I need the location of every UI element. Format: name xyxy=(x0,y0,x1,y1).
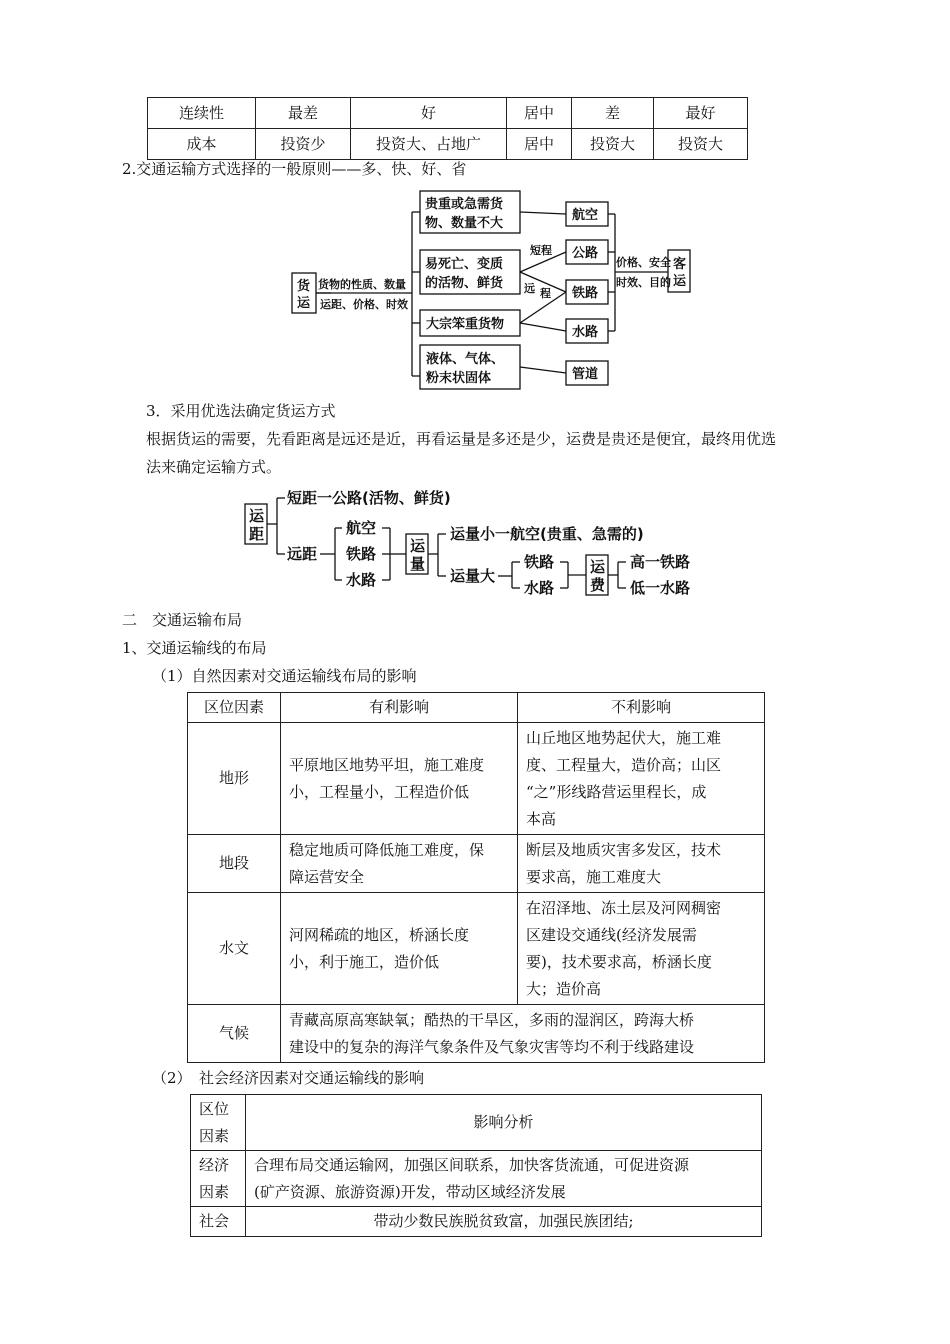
cell-line: 在沼泽地、冻土层及河网稠密 xyxy=(526,898,722,917)
table-row xyxy=(191,1095,762,1151)
criteria-bottom: 运距、价格、时效 xyxy=(320,298,408,311)
table-cell: 差 xyxy=(572,98,654,129)
mode-pipe: 管道 xyxy=(572,367,599,382)
subsection-heading: （1）自然因素对交通运输线布局的影响 xyxy=(152,667,417,685)
mode-road: 公路 xyxy=(572,246,599,261)
table-cell: 投资大 xyxy=(572,129,654,160)
section-heading: 3．采用优选法确定货运方式 xyxy=(146,402,336,420)
cell-line: 障运营安全 xyxy=(289,867,365,886)
table-row xyxy=(188,1005,765,1063)
cargo-label-2: 运 xyxy=(297,296,311,311)
volume-label-1: 运 xyxy=(410,537,426,555)
cell-line: 山丘地区地势起伏大，施工难 xyxy=(526,728,722,747)
cost-label-1: 运 xyxy=(590,558,606,576)
table-cell: 社会 xyxy=(191,1207,246,1237)
table-row xyxy=(188,835,765,893)
table-row xyxy=(188,893,765,1005)
table-header-cell: 区位因素 xyxy=(188,693,281,723)
table-row xyxy=(148,98,748,129)
section-heading: 1、交通运输线的布局 xyxy=(122,639,267,657)
cell-line: 小，工程量小，工程造价低 xyxy=(289,782,470,801)
table-cell: 气候 xyxy=(188,1005,281,1063)
table-cell: 好 xyxy=(351,98,507,129)
goods-perishable-1: 易死亡、变质 xyxy=(425,257,504,272)
large-volume-label: 运量大 xyxy=(450,567,496,585)
table-cell: 连续性 xyxy=(148,98,256,129)
cell-line: 区建设交通线(经济发展需 xyxy=(526,925,697,944)
criteria-top: 货物的性质、数量 xyxy=(318,278,406,291)
passenger-label-2: 运 xyxy=(673,274,687,289)
high-cost-rule: 高一铁路 xyxy=(630,553,691,571)
cost-label-2: 费 xyxy=(590,576,606,594)
cell-line: 大；造价高 xyxy=(526,979,602,998)
cell-line: 平原地区地势平坦，施工难度 xyxy=(289,755,485,774)
short-distance-rule: 短距一公路(活物、鲜货) xyxy=(287,489,451,507)
cell-line: 要)，技术要求高，桥涵长度 xyxy=(526,952,712,971)
table-row xyxy=(188,693,765,723)
part-heading: 二 交通运输布局 xyxy=(122,611,243,629)
distance-label-1: 运 xyxy=(249,507,265,525)
mode-air: 航空 xyxy=(346,519,377,537)
cell-line: 青藏高原高寒缺氧；酷热的干旱区，多雨的湿润区，跨海大桥 xyxy=(289,1010,695,1029)
table-cell xyxy=(281,723,518,835)
table-row xyxy=(191,1151,762,1207)
table-cell xyxy=(191,1151,246,1207)
long-distance-label-1: 远 xyxy=(524,282,535,295)
mode-water: 水路 xyxy=(346,571,377,589)
cell-line: 度、工程量大，造价高；山区 xyxy=(526,755,722,774)
section-heading: 2.交通运输方式选择的一般原则——多、快、好、省 xyxy=(122,160,467,178)
distance-label-2: 距 xyxy=(249,525,265,543)
subsection-heading: （2） 社会经济因素对交通运输线的影响 xyxy=(152,1069,425,1087)
goods-fluid-2: 粉末状固体 xyxy=(426,371,492,386)
table-cell: 最差 xyxy=(256,98,351,129)
table-cell: 居中 xyxy=(507,129,572,160)
cell-line: 要求高，施工难度大 xyxy=(526,867,662,886)
cell-line: 断层及地质灾害多发区，技术 xyxy=(526,840,722,859)
freight-mode-selection-diagram xyxy=(285,186,705,392)
goods-precious-1: 贵重或急需货 xyxy=(425,197,504,212)
small-volume-rule: 运量小一航空(贵重、急需的) xyxy=(450,525,644,543)
long-distance-label: 远距 xyxy=(287,545,318,563)
goods-precious-2: 物、数量不大 xyxy=(425,216,504,231)
table-cell xyxy=(518,835,765,893)
cell-line: 因素 xyxy=(199,1126,230,1145)
cell-line: 小，利于施工，造价低 xyxy=(289,952,440,971)
table-cell: 投资少 xyxy=(256,129,351,160)
cell-line: 河网稀疏的地区，桥涵长度 xyxy=(289,925,470,944)
table-row xyxy=(191,1207,762,1237)
mode-rail: 铁路 xyxy=(346,545,377,563)
low-cost-rule: 低一水路 xyxy=(630,579,691,597)
mode-rail-2: 铁路 xyxy=(524,553,555,571)
goods-fluid-1: 液体、气体、 xyxy=(426,352,505,367)
table-row xyxy=(188,723,765,835)
mode-water-2: 水路 xyxy=(524,579,555,597)
table-header-cell: 影响分析 xyxy=(246,1095,762,1151)
table-header-cell xyxy=(191,1095,246,1151)
table-cell xyxy=(246,1151,762,1207)
cell-line: “之”形线路营运里程长，成 xyxy=(526,782,707,801)
transport-comparison-table xyxy=(147,97,748,160)
table-cell: 居中 xyxy=(507,98,572,129)
long-distance-label-2: 程 xyxy=(540,287,551,300)
table-cell: 投资大、占地广 xyxy=(351,129,507,160)
volume-label-2: 量 xyxy=(410,555,426,573)
cell-line: 稳定地质可降低施工难度，保 xyxy=(289,840,485,859)
mode-water: 水路 xyxy=(572,325,599,340)
table-cell: 最好 xyxy=(654,98,748,129)
table-cell: 地段 xyxy=(188,835,281,893)
table-cell xyxy=(281,1005,765,1063)
cell-line: 因素 xyxy=(199,1182,230,1201)
table-cell: 地形 xyxy=(188,723,281,835)
natural-factors-table xyxy=(187,692,765,1063)
table-cell: 成本 xyxy=(148,129,256,160)
cell-line: 经济 xyxy=(199,1155,230,1174)
mode-air: 航空 xyxy=(572,208,599,223)
short-distance-label: 短程 xyxy=(530,244,552,257)
cell-line: 本高 xyxy=(526,809,557,828)
table-cell: 投资大 xyxy=(654,129,748,160)
cell-line: (矿产资源、旅游资源)开发，带动区域经济发展 xyxy=(254,1182,566,1201)
goods-bulk: 大宗笨重货物 xyxy=(426,317,505,332)
table-cell xyxy=(281,835,518,893)
cargo-label-1: 货 xyxy=(297,279,311,294)
table-cell xyxy=(518,893,765,1005)
passenger-label-1: 客 xyxy=(673,257,687,272)
table-header-cell: 有利影响 xyxy=(281,693,518,723)
table-cell xyxy=(281,893,518,1005)
table-cell: 带动少数民族脱贫致富，加强民族团结; xyxy=(246,1207,762,1237)
passenger-criteria-bottom: 时效、目的 xyxy=(616,276,671,289)
social-economic-factors-table xyxy=(190,1094,762,1237)
table-cell: 水文 xyxy=(188,893,281,1005)
paragraph-line: 法来确定运输方式。 xyxy=(146,458,282,476)
cell-line: 建设中的复杂的海洋气象条件及气象灾害等均不利于线路建设 xyxy=(289,1037,695,1056)
table-row xyxy=(148,129,748,160)
paragraph-line: 根据货运的需要，先看距离是远还是近，再看运量是多还是少，运费是贵还是便宜，最终用优选 xyxy=(146,430,777,448)
goods-perishable-2: 的活物、鲜货 xyxy=(425,276,504,291)
table-cell xyxy=(518,723,765,835)
cell-line: 区位 xyxy=(199,1099,230,1118)
passenger-criteria-top: 价格、安全 xyxy=(616,256,671,269)
mode-rail: 铁路 xyxy=(572,286,599,301)
cell-line: 合理布局交通运输网，加强区间联系，加快客货流通，可促进资源 xyxy=(254,1155,690,1174)
optimal-selection-diagram xyxy=(240,484,720,600)
table-header-cell: 不利影响 xyxy=(518,693,765,723)
